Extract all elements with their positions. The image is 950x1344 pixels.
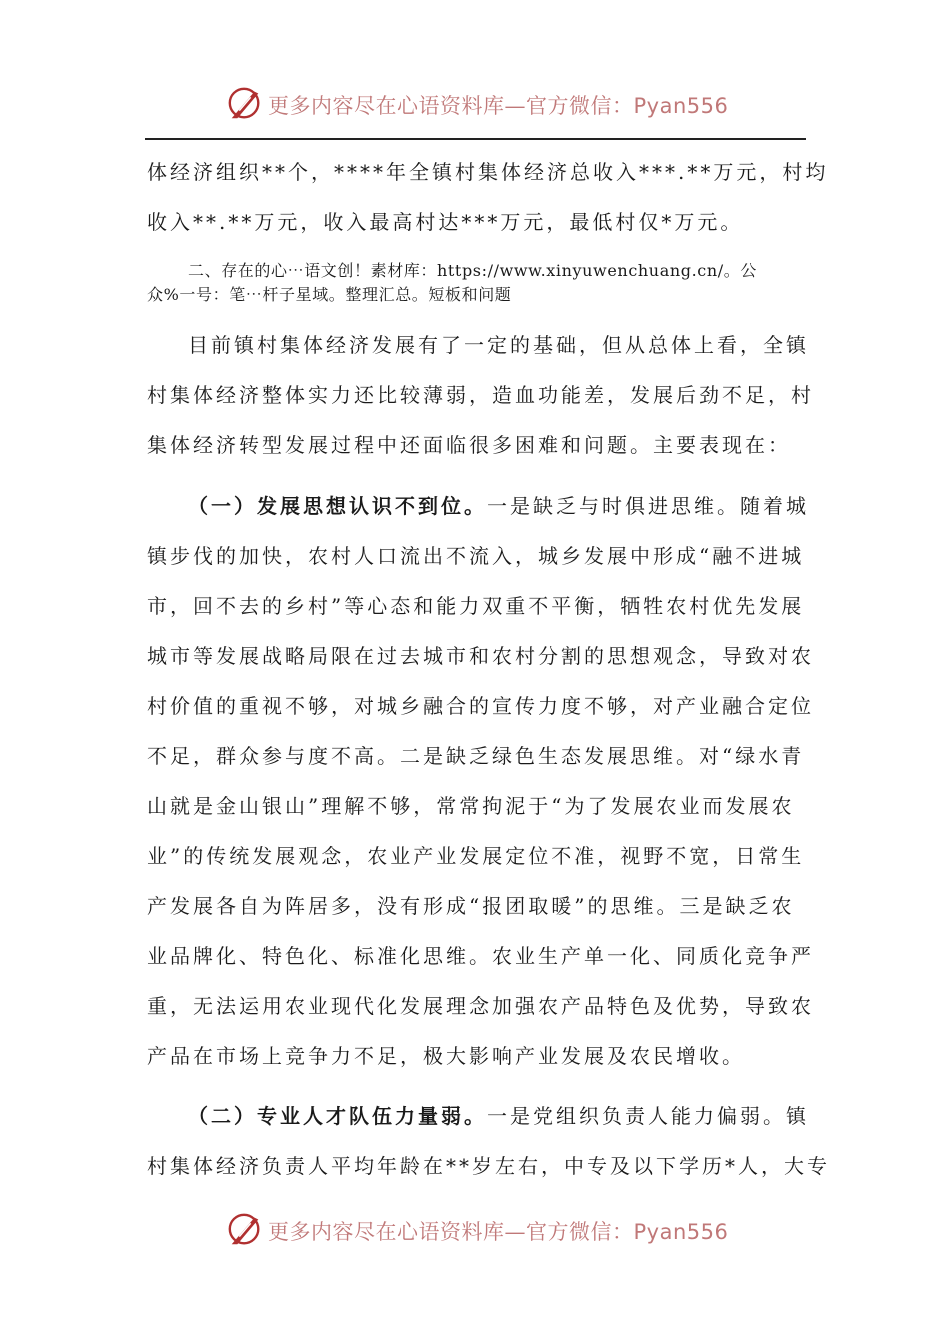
paragraph-line: 产发展各自为阵居多，没有形成“报团取暖”的思维。三是缺乏农 — [147, 894, 795, 918]
banner-text — [268, 90, 728, 120]
footer-banner — [0, 1208, 950, 1252]
paragraph-line: 村价值的重视不够，对城乡融合的宣传力度不够，对产业融合定位 — [147, 694, 814, 718]
banner-label: 更多内容尽在心语资料库—官方微信： — [268, 94, 634, 118]
header-rule — [145, 138, 806, 140]
banner-label: 更多内容尽在心语资料库—官方微信： — [268, 1220, 634, 1244]
paragraph-line: 目前镇村集体经济发展有了一定的基础，但从总体上看，全镇 — [188, 333, 809, 357]
subsection-1-text: 一是缺乏与时俱进思维。随着城 — [487, 494, 809, 518]
quill-pen-logo-icon — [226, 84, 264, 122]
paragraph-line: 村集体经济负责人平均年龄在**岁左右，中专及以下学历*人，大专 — [147, 1154, 830, 1178]
subsection-1-title: （一）发展思想认识不到位。 — [188, 494, 487, 518]
subsection-2-text: 一是党组织负责人能力偏弱。镇 — [487, 1104, 809, 1128]
paragraph-line: 村集体经济整体实力还比较薄弱，造血功能差，发展后劲不足，村 — [147, 383, 814, 407]
paragraph-line: 业品牌化、特色化、标准化思维。农业生产单一化、同质化竞争严 — [147, 944, 814, 968]
paragraph-line: 体经济组织**个，****年全镇村集体经济总收入***.**万元，村均 — [147, 160, 829, 184]
paragraph-line: 镇步伐的加快，农村人口流出不流入，城乡发展中形成“融不进城 — [147, 544, 805, 568]
paragraph-line: 产品在市场上竞争力不足，极大影响产业发展及农民增收。 — [147, 1044, 745, 1068]
section-heading-line: 二、存在的心⋯语文创！素材库：https://www.xinyuwenchuang.cn/。公 — [188, 261, 757, 280]
paragraph-line: 市，回不去的乡村”等心态和能力双重不平衡，牺牲农村优先发展 — [147, 594, 805, 618]
paragraph-line: 业”的传统发展观念，农业产业发展定位不准，视野不宽，日常生 — [147, 844, 805, 868]
banner-text — [268, 1216, 728, 1246]
section-heading-line: 众%一号：笔⋯杆子星域。整理汇总。短板和问题 — [147, 285, 512, 304]
quill-pen-logo-icon — [226, 1210, 264, 1248]
paragraph-line: 集体经济转型发展过程中还面临很多困难和问题。主要表现在： — [147, 433, 791, 457]
banner-wechat-id: Pyan556 — [633, 94, 729, 118]
banner-wechat-id: Pyan556 — [633, 1220, 729, 1244]
paragraph-line: 重，无法运用农业现代化发展理念加强农产品特色及优势，导致农 — [147, 994, 814, 1018]
paragraph-line: 不足，群众参与度不高。二是缺乏绿色生态发展思维。对“绿水青 — [147, 744, 805, 768]
subsection-2-first-line — [188, 1101, 809, 1131]
subsection-1-first-line — [188, 491, 809, 521]
paragraph-line: 城市等发展战略局限在过去城市和农村分割的思想观念，导致对农 — [147, 644, 814, 668]
header-banner — [0, 82, 950, 126]
subsection-2-title: （二）专业人才队伍力量弱。 — [188, 1104, 487, 1128]
paragraph-line: 收入**.**万元，收入最高村达***万元，最低村仅*万元。 — [147, 210, 744, 234]
paragraph-line: 山就是金山银山”理解不够，常常拘泥于“为了发展农业而发展农 — [147, 794, 795, 818]
